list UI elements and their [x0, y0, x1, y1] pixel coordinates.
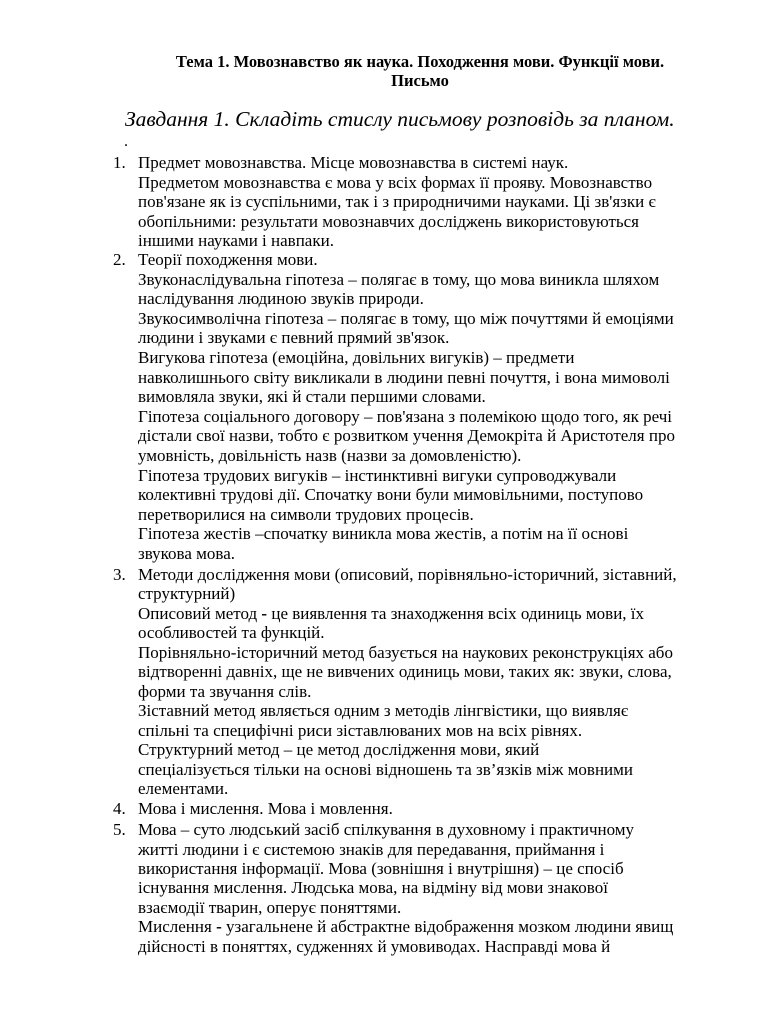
text-line: Звуконаслідувальна гіпотеза – полягає в тому, що мова виникла шляхом	[138, 270, 660, 289]
text-line: навколишнього світу викликали в людини певні почуття, і вона мимоволі	[138, 368, 670, 387]
bold-dash: -	[211, 917, 222, 936]
list-number-1: 1.	[113, 153, 126, 172]
list-number-3: 3.	[113, 565, 126, 584]
text-line: Вигукова гіпотеза (емоційна, довільних вигуків) – предмети	[138, 348, 575, 367]
text-line: вимовляла звуки, які й стали першими словами.	[138, 387, 486, 406]
list-number-2: 2.	[113, 250, 126, 269]
text-line: колективні трудові дії. Спочатку вони були мимовільними, поступово	[138, 485, 644, 504]
text-line: людини і звуками є певний прямий зв'язок.	[138, 328, 450, 347]
text-line: використання інформації. Мова (зовнішня і внутрішня) – це спосіб	[138, 859, 624, 878]
text-line: Предметом мовознавства є мова у всіх формах її прояву. Мовознавство	[138, 173, 653, 192]
text-line: житті людини і є системою знаків для передавання, приймання і	[138, 840, 605, 859]
text-line: відтворенні давніх, ще не вивчених одиниць мови, таких як: звуки, слова,	[138, 662, 672, 681]
text-line: Зіставний метод являється одним з методів лінгвістики, що виявляє	[138, 701, 629, 720]
task-heading: Завдання 1. Складіть стислу письмову розповідь за планом.	[125, 107, 675, 131]
text-line: особливостей та функцій.	[138, 623, 325, 642]
text-line: Гіпотеза жестів –спочатку виникла мова жестів, а потім на її основі	[138, 524, 629, 543]
text-line: наслідування людиною звуків природи.	[138, 289, 424, 308]
text-line: дійсності в поняттях, судженнях й умовиводах. Насправді мова й	[138, 937, 611, 956]
text-line: обопільними: результати мовознавчих досліджень використовуються	[138, 212, 639, 231]
text-line: Предмет мовознавства. Місце мовознавства в системі наук.	[138, 153, 569, 172]
text-line: елементами.	[138, 779, 229, 798]
term: Мислення	[138, 917, 212, 936]
text-line: Порівняльно-історичний метод базується на наукових реконструкціях або	[138, 643, 673, 662]
text-line: Звукосимволічна гіпотеза – полягає в тому, що між почуттями й емоціями	[138, 309, 674, 328]
text-line: Гіпотеза трудових вигуків – інстинктивні вигуки супроводжували	[138, 466, 617, 485]
text-line: Структурний метод – це метод дослідження мови, який	[138, 740, 540, 759]
text-line: існування мислення. Людська мова, на відміну від мови знакової	[138, 878, 608, 897]
text-line: Методи дослідження мови (описовий, порівняльно-історичний, зіставний,	[138, 565, 677, 584]
title-line-2: Письмо	[391, 71, 449, 90]
text-line-thinking	[138, 917, 673, 936]
definition: це виявлення та знаходження всіх одиниць мови, їх	[267, 604, 645, 623]
text-line: Теорії походження мови.	[138, 250, 318, 269]
text-line: іншими науками і навпаки.	[138, 231, 334, 250]
text-line: дістали свої назви, тобто є розвитком учення Демокріта й Аристотеля про	[138, 426, 675, 445]
bold-dash: -	[257, 604, 268, 623]
text-line: Мова і мислення. Мова і мовлення.	[138, 799, 393, 818]
list-number-4: 4.	[113, 799, 126, 818]
text-line: перетворилися на символи трудових процесів.	[138, 505, 474, 524]
text-line: взаємодії тварин, оперує поняттями.	[138, 898, 402, 917]
text-line: спільні та специфічні риси зіставлюваних мов на всіх рівнях.	[138, 721, 583, 740]
text-line: форми та звучання слів.	[138, 682, 312, 701]
text-line: Гіпотеза соціального договору – пов'язана з полемікою щодо того, як речі	[138, 407, 673, 426]
text-line-descriptive-method	[138, 604, 644, 623]
text-line: звукова мова.	[138, 544, 236, 563]
list-number-5: 5.	[113, 820, 126, 839]
title-line-1: Тема 1. Мовознавство як наука. Походження мови. Функції мови.	[175, 52, 665, 71]
document-title	[70, 52, 768, 90]
text-line: спеціалізується тільки на основі відношень та зв’язків між мовними	[138, 760, 633, 779]
stray-dot: .	[124, 133, 128, 150]
text-line: пов'язане як із суспільними, так і з природничими науками. Ці зв'язки є	[138, 192, 656, 211]
text-line: Мова – суто людський засіб спілкування в духовному і практичному	[138, 820, 635, 839]
text-line: умовність, довільність назв (назви за домовленістю).	[138, 446, 522, 465]
text-line: структурний)	[138, 584, 236, 603]
term: Описовий метод	[138, 604, 258, 623]
definition: узагальнене й абстрактне відображення мозком людини явищ	[221, 917, 674, 936]
